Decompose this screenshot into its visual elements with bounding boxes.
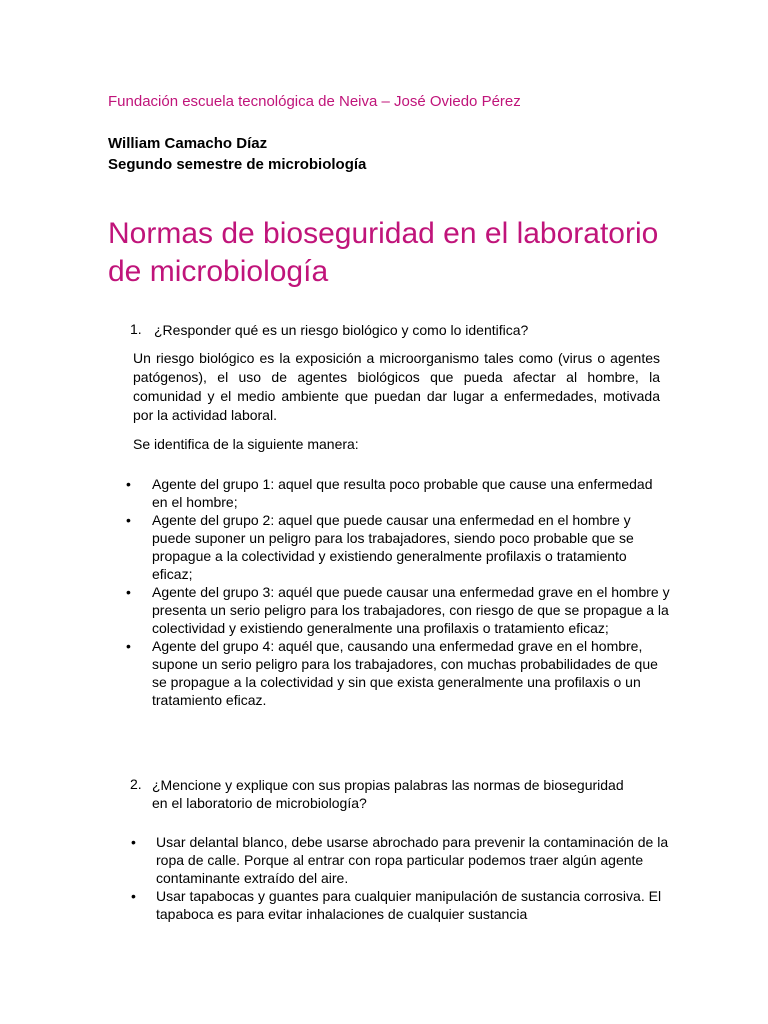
bullet-icon: • (126, 584, 131, 600)
bullet-icon: • (126, 638, 131, 654)
bullet-icon: • (126, 476, 131, 492)
question-2-text: ¿Mencione y explique con sus propias palabras las normas de bioseguridad en el laboratorio de microbiología? (152, 777, 624, 811)
list-item-text: Agente del grupo 2: aquel que puede causar una enfermedad en el hombre y puede suponer un peligro para los trabajadores, siendo poco probable que se propague a la colectividad y existiendo generalmente profilaxis o tratamiento eficaz; (152, 512, 634, 582)
question-1-number: 1. (130, 321, 142, 337)
bullet-icon: • (126, 512, 131, 528)
list-item (126, 637, 671, 709)
bullet-icon: • (131, 834, 136, 850)
list-item-text: Usar tapabocas y guantes para cualquier manipulación de sustancia corrosiva. El tapaboca es para evitar inhalaciones de cualquier sustancia (156, 888, 662, 922)
list-item-text: Usar delantal blanco, debe usarse abrochado para prevenir la contaminación de la ropa de calle. Porque al entrar con ropa particular podemos traer algún agente contaminante extraído del aire. (156, 834, 669, 886)
author-name: William Camacho Díaz (108, 135, 268, 152)
list-item-text: Agente del grupo 1: aquel que resulta poco probable que cause una enfermedad en el hombre; (152, 476, 653, 510)
agent-groups-list (126, 475, 671, 709)
list-item (131, 887, 671, 923)
document-title: Normas de bioseguridad en el laboratorio de microbiología (108, 217, 659, 288)
semester-label: Segundo semestre de microbiología (108, 156, 367, 173)
list-item (126, 583, 671, 637)
list-item (131, 833, 671, 887)
institution-header: Fundación escuela tecnológica de Neiva – José Oviedo Pérez (108, 93, 521, 110)
list-item-text: Agente del grupo 4: aquél que, causando una enfermedad grave en el hombre, supone un serio peligro para los trabajadores, con muchas probabilidades de que se propague a la colectividad y sin que exista generalmente una profilaxis o un tratamiento eficaz. (152, 638, 658, 708)
list-item (126, 475, 671, 511)
bullet-icon: • (131, 888, 136, 904)
list-item (126, 511, 671, 583)
question-1-answer: Un riesgo biológico es la exposición a microorganismo tales como (virus o agentes patógenos), el uso de agentes biológicos que pueda afectar al hombre, la comunidad y el medio ambiente que puedan dar lugar a enfermedades, motivada por la actividad laboral. (133, 350, 660, 423)
question-1-intro: Se identifica de la siguiente manera: (133, 436, 359, 452)
list-item-text: Agente del grupo 3: aquél que puede causar una enfermedad grave en el hombre y presenta un serio peligro para los trabajadores, con riesgo de que se propague a la colectividad y existiendo generalmente una profilaxis o tratamiento eficaz; (152, 584, 670, 636)
question-2-number: 2. (130, 776, 142, 792)
biosafety-norms-list (131, 833, 671, 923)
question-1-text: ¿Responder qué es un riesgo biológico y como lo identifica? (154, 322, 529, 338)
